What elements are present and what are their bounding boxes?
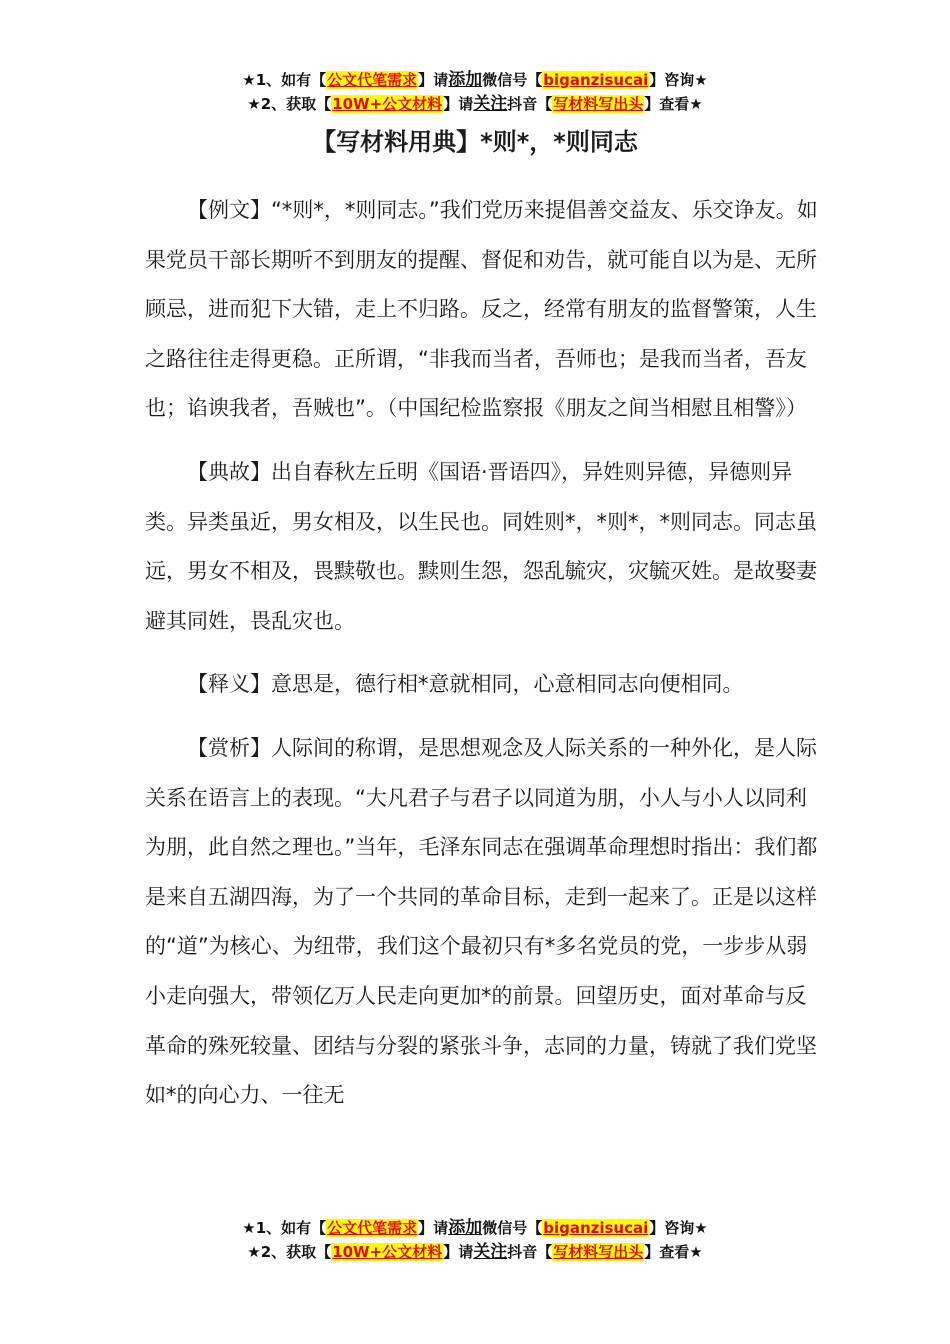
- banner-text: 】请: [418, 71, 449, 89]
- highlight-wechat-id[interactable]: biganzisucai: [543, 1219, 649, 1237]
- banner-line-1: [0, 68, 950, 92]
- banner-text: 】请: [443, 95, 474, 113]
- emphasis-text: 添加: [448, 1218, 483, 1238]
- banner-line-1: [0, 1216, 950, 1240]
- banner-text: 微信号【: [482, 1219, 543, 1237]
- banner-text: 】查看★: [644, 1243, 703, 1261]
- banner-text: ★2、获取【: [247, 1243, 332, 1261]
- banner-line-2: [0, 92, 950, 116]
- document-body: [145, 186, 827, 1135]
- highlight-materials: 10W+公文材料: [332, 95, 443, 113]
- paragraph-meaning: 【释义】意思是，德行相*意就相同，心意相同志向便相同。: [187, 672, 744, 697]
- emphasis-text: 关注: [473, 1242, 508, 1262]
- banner-text: 】咨询★: [649, 1219, 708, 1237]
- banner-text: 】请: [418, 1219, 449, 1237]
- banner-text: ★2、获取【: [247, 95, 332, 113]
- banner-text: 】请: [443, 1243, 474, 1261]
- banner-text: 抖音【: [507, 1243, 553, 1261]
- document-title: 【写材料用典】*则*，*则同志: [312, 128, 638, 156]
- highlight-wechat-id[interactable]: biganzisucai: [543, 71, 649, 89]
- header-banner: [0, 68, 950, 116]
- paragraph-example: 【例文】“*则*，*则同志。”我们党历来提倡善交益友、乐交诤友。如果党员干部长期听不到朋友的提醒、督促和劝告，就可能自以为是、无所顾忌，进而犯下大错，走上不归路。反之，经常有朋友的监督警策，人生之路往往走得更稳。正所谓，“非我而当者，吾师也；是我而当者，吾友也；谄谀我者，吾贼也”。（中国纪检监察报《朋友之间当相慰且相警》）: [145, 198, 818, 421]
- banner-text: 微信号【: [482, 71, 543, 89]
- banner-text: ★1、如有【: [242, 71, 327, 89]
- highlight-douyin-account[interactable]: 写材料写出头: [553, 1243, 644, 1261]
- paragraph-appreciation: 【赏析】人际间的称谓，是思想观念及人际关系的一种外化，是人际关系在语言上的表现。“大凡君子与君子以同道为朋，小人与小人以同利为朋，此自然之理也。”当年，毛泽东同志在强调革命理想时指出：我们都是来自五湖四海，为了一个共同的革命目标，走到一起来了。正是以这样的“道”为核心、为纽带，我们这个最初只有*多名党员的党，一步步从弱小走向强大，带领亿万人民走向更加*的前景。回望历史，面对革命与反革命的殊死较量、团结与分裂的紧张斗争，志同的力量，铸就了我们党坚如*的向心力、一往无: [145, 735, 818, 1108]
- highlight-service: 公文代笔需求: [327, 71, 418, 89]
- banner-text: 】咨询★: [649, 71, 708, 89]
- paragraph-allusion: 【典故】出自春秋左丘明《国语·晋语四》，异姓则异德，异德则异类。异类虽近，男女相及，以生民也。同姓则*，*则*，*则同志。同志虽远，男女不相及，畏黩敬也。黩则生怨，怨乱毓灾，灾毓灭姓。是故娶妻避其同姓，畏乱灾也。: [145, 459, 817, 633]
- emphasis-text: 添加: [448, 70, 483, 90]
- banner-line-2: [0, 1240, 950, 1264]
- banner-text: 抖音【: [507, 95, 553, 113]
- highlight-materials: 10W+公文材料: [332, 1243, 443, 1261]
- highlight-service: 公文代笔需求: [327, 1219, 418, 1237]
- banner-text: ★1、如有【: [242, 1219, 327, 1237]
- footer-banner: [0, 1216, 950, 1264]
- highlight-douyin-account[interactable]: 写材料写出头: [553, 95, 644, 113]
- emphasis-text: 关注: [473, 94, 508, 114]
- banner-text: 】查看★: [644, 95, 703, 113]
